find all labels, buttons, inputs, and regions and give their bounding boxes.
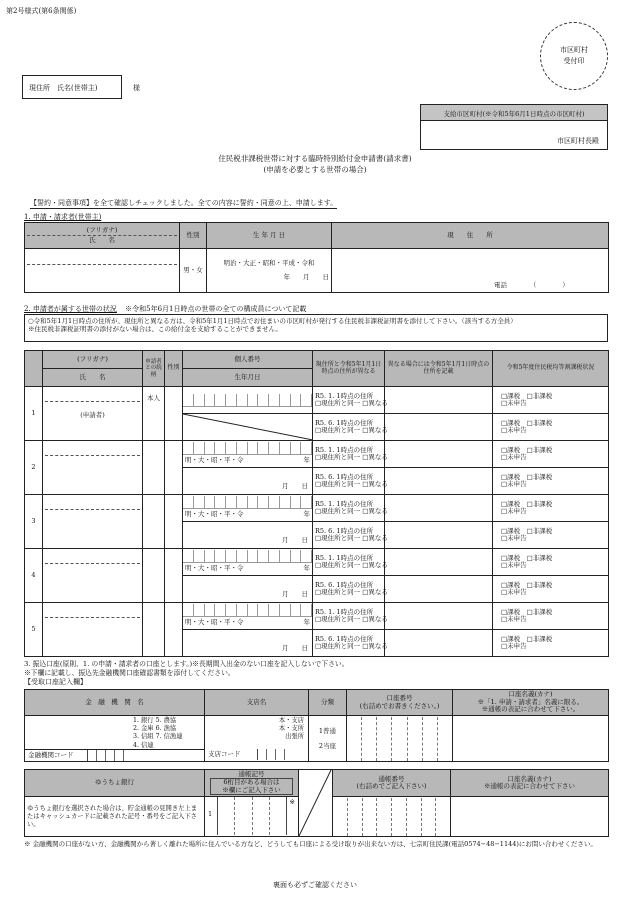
branch-type-list	[279, 717, 304, 742]
name-label: 氏 名	[89, 236, 115, 244]
holder-note1: ※「1. 申請・請求者」名義に限る。	[477, 697, 584, 706]
tax-unfiled: □未申告	[501, 426, 527, 434]
dob-field[interactable]	[207, 249, 332, 293]
household-body	[24, 386, 609, 657]
title-line1: 住民税非課税世帯に対する臨時特別給付金申請書(請求書)	[218, 154, 412, 163]
addr-r2-option[interactable]	[313, 630, 388, 657]
prev-address-r1[interactable]	[385, 603, 493, 630]
bank-code-boxes[interactable]	[87, 750, 133, 761]
applicant-name-field[interactable]	[25, 249, 180, 293]
applicant-box	[22, 75, 122, 99]
addr-r2-label: R5. 6. 1時点の住所	[315, 580, 374, 589]
dob-year: 年	[303, 617, 310, 626]
yucho-holder-label: 口座名義(カナ)	[507, 774, 552, 783]
stamp-line1: 市区町村	[560, 46, 588, 54]
prev-address-r2[interactable]	[385, 522, 493, 549]
addr-r1-check: □現住所と同一 □異なる	[315, 507, 388, 515]
sex-header: 性別	[180, 223, 207, 249]
dob-year: 年	[303, 455, 310, 464]
diagonal-mark	[183, 414, 313, 440]
dob-era: 明・大・昭・平・令	[185, 563, 244, 572]
row-number: 1	[25, 387, 43, 441]
slash-mark	[299, 770, 333, 836]
tax-status-2[interactable]	[493, 468, 609, 495]
col-furigana: (フリガナ)	[43, 351, 143, 369]
addr-r2-option[interactable]	[313, 522, 388, 549]
addr-r2-label: R5. 6. 1時点の住所	[315, 526, 374, 535]
bank-table	[24, 689, 609, 762]
addr-r2-check: □現住所と同一 □異なる	[315, 480, 388, 488]
recipient-mayor: 市区町村長殿	[557, 137, 599, 145]
tax-unfiled: □未申告	[501, 453, 527, 461]
household-row	[25, 387, 609, 414]
prev-address-r2[interactable]	[385, 414, 493, 441]
col-name: 氏 名	[43, 369, 143, 387]
mynumber-field[interactable]	[183, 441, 313, 468]
section3-sub: ※下欄に記載し、振込先金融機関口座確認書類を添付してください。	[24, 669, 235, 677]
mynumber-field[interactable]	[183, 495, 313, 522]
member-relation[interactable]	[143, 549, 165, 603]
account-no-label: 口座番号	[386, 694, 413, 703]
addr-r2-label: R5. 6. 1時点の住所	[315, 472, 374, 481]
member-name-field[interactable]	[43, 549, 143, 603]
branch-type-option[interactable]: 本・支店	[278, 717, 304, 724]
tax-status-1[interactable]	[493, 603, 609, 630]
addr-r1-label: R5. 1. 1時点の住所	[315, 607, 374, 616]
furigana-label: (フリガナ)	[86, 225, 118, 234]
col-relation: 申請者との続柄	[143, 351, 165, 387]
applicant-suffix: 様	[133, 84, 140, 92]
yucho-star: ※	[289, 798, 295, 807]
reception-stamp	[540, 22, 608, 90]
form-title	[140, 154, 490, 176]
tax-check: □課税 □非課税	[501, 418, 553, 427]
kind-savings: 1普通	[318, 727, 337, 736]
section2-heading: 2. 申請者が属する世帯の状況	[24, 305, 117, 313]
dob-year: 年	[303, 563, 310, 572]
branch-name-field[interactable]	[205, 716, 309, 762]
addr-r2-option[interactable]	[313, 468, 388, 495]
tax-status-2[interactable]	[493, 414, 609, 441]
section2-heading-note: ※令和5年6月1日時点の世帯の全ての構成員について記載	[125, 305, 307, 313]
tax-unfiled: □未申告	[501, 561, 527, 569]
household-row	[25, 549, 609, 576]
tax-status-1[interactable]	[493, 441, 609, 468]
dob-ymd: 年 月 日	[283, 272, 329, 281]
tax-status-2[interactable]	[493, 630, 609, 657]
recipient-header: 支給市区町村(※令和5年6月1日時点の市区町村)	[421, 105, 607, 121]
tax-check: □課税 □非課税	[501, 391, 553, 400]
branch-type-option[interactable]: 出張所	[285, 733, 304, 741]
member-relation[interactable]: 本人	[143, 387, 165, 441]
yucho-number-header	[333, 770, 451, 797]
dob-field[interactable]	[183, 630, 313, 657]
addr-r1-check: □現住所と同一 □異なる	[315, 399, 388, 407]
addr-r2-label: R5. 6. 1時点の住所	[315, 418, 374, 427]
member-relation[interactable]	[143, 441, 165, 495]
dob-md: 月 日	[282, 536, 308, 545]
dob-field[interactable]	[183, 576, 313, 603]
yucho-holder-note: ※通帳の表記に合わせて下さい	[484, 782, 575, 791]
dob-md: 月 日	[282, 482, 308, 491]
dob-field[interactable]	[183, 522, 313, 549]
member-relation[interactable]	[143, 603, 165, 657]
prev-address-r1[interactable]	[385, 387, 493, 414]
member-sex[interactable]	[165, 441, 183, 495]
tax-check: □課税 □非課税	[501, 445, 553, 454]
dob-field[interactable]	[183, 414, 313, 441]
member-relation[interactable]	[143, 495, 165, 549]
section2-notes	[24, 314, 608, 342]
yucho-symbol-note2: ※欄にご記入下さい	[222, 785, 281, 794]
addr-r1-check: □現住所と同一 □異なる	[315, 561, 388, 569]
col-prev-address: 異なる場合には令和5年1月1日時点の住所を記載	[385, 351, 493, 387]
yucho-number-label: 通帳番号	[378, 774, 405, 783]
holder-label: 口座名義(カナ)	[508, 690, 553, 699]
applicant-label: 現住所 氏名(世帯主)	[29, 84, 98, 92]
branch-type-option[interactable]: 本・支所	[278, 725, 304, 733]
section2-note1: ○令和5年1月1日時点の住所が、現住所と異なる方は、令和5年1月1日時点でお住まいの市区町村が発行する住民税非課税証明書を添付して下さい。（該当する方全員）	[28, 317, 517, 325]
member-sex[interactable]	[165, 603, 183, 657]
addr-r2-option[interactable]	[313, 414, 388, 441]
yucho-slash-cell	[299, 770, 333, 837]
addr-r2-label: R5. 6. 1時点の住所	[315, 634, 374, 643]
member-name-field[interactable]	[43, 603, 143, 657]
addr-r1-option[interactable]	[313, 603, 388, 630]
applicant-table	[24, 222, 609, 293]
row-number: 5	[25, 603, 43, 657]
col-dob: 生年月日	[183, 369, 313, 387]
addr-r1-label: R5. 1. 1時点の住所	[315, 499, 374, 508]
tax-unfiled: □未申告	[501, 615, 527, 623]
addr-r2-check: □現住所と同一 □異なる	[315, 534, 388, 542]
bank-type-option[interactable]: 1. 銀行 5. 農協	[133, 717, 177, 724]
mynumber-field[interactable]	[183, 387, 313, 414]
tax-status-1[interactable]	[493, 495, 609, 522]
tax-check: □課税 □非課税	[501, 634, 553, 643]
tax-status-1[interactable]	[493, 549, 609, 576]
member-sex[interactable]	[165, 495, 183, 549]
holder-field[interactable]	[453, 716, 609, 762]
yucho-symbol-field[interactable]	[205, 797, 299, 837]
dob-md: 月 日	[282, 590, 308, 599]
yucho-header: ゆうちょ銀行	[25, 770, 205, 797]
addr-r2-check: □現住所と同一 □異なる	[315, 588, 388, 596]
addr-r1-label: R5. 1. 1時点の住所	[315, 391, 374, 400]
tax-check: □課税 □非課税	[501, 526, 553, 535]
bank-type-option[interactable]: 2. 金庫 6. 漁協	[133, 725, 177, 733]
row-number: 4	[25, 549, 43, 603]
dob-field[interactable]	[183, 468, 313, 495]
tax-check: □課税 □非課税	[501, 553, 553, 562]
prev-address-r1[interactable]	[385, 495, 493, 522]
col-addr-differs: 現住所と令和5年1月1日時点の住所が異なる	[313, 351, 385, 387]
tax-unfiled: □未申告	[501, 399, 527, 407]
kind-header: 分類	[309, 690, 347, 716]
dob-md: 月 日	[282, 644, 308, 653]
yucho-symbol-note1: 6桁目がある場合は	[223, 778, 280, 787]
bank-type-list	[133, 717, 183, 750]
prev-address-r2[interactable]	[385, 630, 493, 657]
address-field[interactable]	[332, 249, 609, 293]
bank-name-field[interactable]	[25, 716, 205, 762]
section2-heading-wrap	[24, 304, 306, 314]
section3-heading: 3. 振込口座(原則、1. の申請・請求者の口座とします。)※長期間入出金のない口座を記入しないで下さい。	[24, 660, 349, 668]
dob-era: 明・大・昭・平・令	[185, 509, 244, 518]
addr-r2-check: □現住所と同一 □異なる	[315, 642, 388, 650]
row-number: 3	[25, 495, 43, 549]
addr-r2-option[interactable]	[313, 576, 388, 603]
member-name: (申請者)	[80, 411, 105, 419]
row-number: 2	[25, 441, 43, 495]
addr-r1-label: R5. 1. 1時点の住所	[315, 445, 374, 454]
yucho-table	[24, 769, 609, 837]
footer-note: ※ 金融機関の口座がない方、金融機関から著しく離れた場所に住んでいる方など、どうしても口座による受け取りが出来ない方は、七宗町住民課(電話0574−48−1144)にお問い合わせください。	[24, 840, 597, 848]
section2-note2: ※住民税非課税証明書の添付がない場合は、この給付金を支給することができません。	[28, 325, 282, 334]
mynumber-field[interactable]	[183, 603, 313, 630]
household-row	[25, 495, 609, 522]
yucho-number-field[interactable]	[333, 797, 451, 837]
oath-statement: 【誓約・同意事項】を全て確認しチェックしました。全ての内容に誓約・同意の上、申請します。	[30, 199, 338, 207]
era-options: 明治・大正・昭和・平成・令和	[223, 259, 315, 268]
section1-heading: 1. 申請・請求者(世帯主)	[24, 213, 102, 221]
tax-check: □課税 □非課税	[501, 472, 553, 481]
branch-code-label: 支店コード	[208, 750, 241, 758]
account-no-header	[347, 690, 453, 716]
member-name-field[interactable]	[43, 495, 143, 549]
col-tax-status: 令和5年度住民税均等割課税状況	[493, 351, 609, 387]
prev-address-r2[interactable]	[385, 468, 493, 495]
yucho-one: 1	[208, 810, 213, 819]
tax-unfiled: □未申告	[501, 507, 527, 515]
branch-name-header: 支店名	[205, 690, 309, 716]
member-sex[interactable]	[165, 387, 183, 441]
back-note: 裏面も必ずご確認ください	[273, 881, 357, 889]
addr-r2-check: □現住所と同一 □異なる	[315, 426, 388, 434]
furigana-name-header	[25, 223, 180, 249]
yucho-number-note: (右詰めでご記入下さい)	[356, 782, 427, 791]
tax-unfiled: □未申告	[501, 480, 527, 488]
household-table	[24, 350, 609, 387]
tax-unfiled: □未申告	[501, 642, 527, 650]
yucho-holder-field[interactable]	[451, 797, 609, 837]
household-row	[25, 603, 609, 630]
tax-unfiled: □未申告	[501, 588, 527, 596]
tax-status-1[interactable]	[493, 387, 609, 414]
mynumber-field[interactable]	[183, 549, 313, 576]
member-sex[interactable]	[165, 549, 183, 603]
account-box-title: 【受取口座記入欄】	[24, 678, 87, 686]
tax-check: □課税 □非課税	[501, 607, 553, 616]
tax-check: □課税 □非課税	[501, 499, 553, 508]
prev-address-r2[interactable]	[385, 576, 493, 603]
bank-type-option[interactable]: 4. 信連	[133, 741, 154, 749]
bank-code-label: 金融機関コード	[28, 751, 74, 759]
addr-r1-option[interactable]	[313, 549, 388, 576]
dob-era: 明・大・昭・平・令	[185, 455, 244, 464]
account-no-field[interactable]	[347, 716, 453, 762]
bank-type-option[interactable]: 3. 信組 7. 信漁連	[133, 733, 183, 741]
dob-era: 明・大・昭・平・令	[185, 617, 244, 626]
tax-unfiled: □未申告	[501, 534, 527, 542]
tax-check: □課税 □非課税	[501, 580, 553, 589]
tax-status-2[interactable]	[493, 576, 609, 603]
dob-year: 年	[303, 509, 310, 518]
addr-r1-option[interactable]	[313, 495, 388, 522]
dob-header: 生 年 月 日	[207, 223, 332, 249]
member-name-field[interactable]	[43, 441, 143, 495]
address-header: 現 住 所	[332, 223, 609, 249]
phone-label: 電話 （ ）	[494, 280, 569, 289]
bank-name-header: 金 融 機 関 名	[25, 690, 205, 716]
prev-address-r1[interactable]	[385, 549, 493, 576]
holder-header	[453, 690, 609, 716]
household-rows	[24, 386, 608, 657]
kind-checking: 2当座	[318, 741, 337, 750]
household-row	[25, 441, 609, 468]
holder-note2: ※通帳の表記に合わせて下さい。	[481, 705, 580, 714]
yucho-symbol-header	[205, 770, 299, 797]
col-mynumber: 個人番号	[183, 351, 313, 369]
tax-status-2[interactable]	[493, 522, 609, 549]
prev-address-r1[interactable]	[385, 441, 493, 468]
addr-r1-option[interactable]	[313, 387, 388, 414]
addr-r1-label: R5. 1. 1時点の住所	[315, 553, 374, 562]
kind-field[interactable]	[309, 716, 347, 762]
title-line2: (申請を必要とする世帯の場合)	[263, 164, 367, 174]
form-id: 第2号様式(第6条関係)	[6, 7, 77, 15]
col-sex: 性別	[165, 351, 183, 387]
yucho-holder-header	[451, 770, 609, 797]
sex-options[interactable]: 男・女	[180, 249, 207, 293]
account-no-note: (右詰めでお書きください。)	[359, 701, 440, 710]
member-name-field[interactable]	[43, 387, 143, 441]
yucho-info: ゆうちょ銀行を選択された場合は、貯金通帳の見開き左上またはキャッシュカードに記載された記号・番号をご記入下さい。	[25, 797, 205, 837]
yucho-symbol-label: 通帳記号	[238, 770, 265, 778]
addr-r1-option[interactable]	[313, 441, 388, 468]
addr-r1-check: □現住所と同一 □異なる	[315, 615, 388, 623]
recipient-box	[420, 104, 608, 150]
addr-r1-check: □現住所と同一 □異なる	[315, 453, 388, 461]
stamp-line2: 受付印	[563, 56, 585, 65]
branch-code-boxes[interactable]	[257, 749, 291, 760]
